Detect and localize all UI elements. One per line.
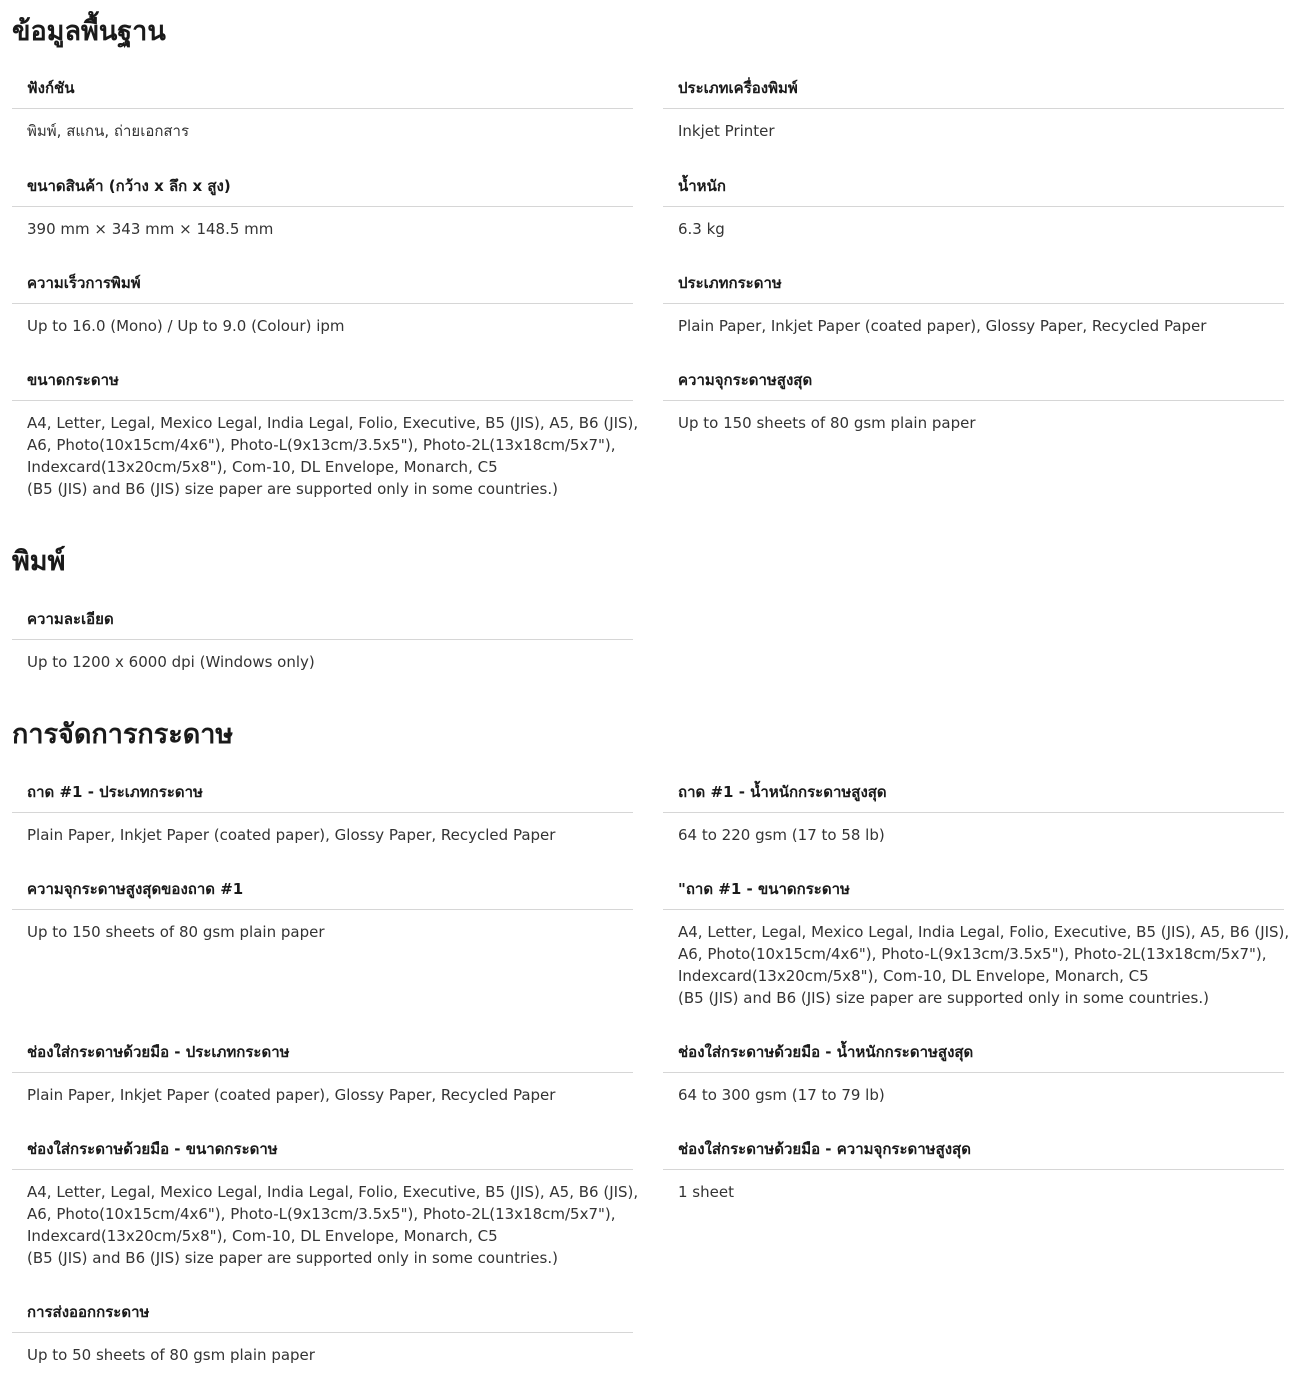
spec-value: Up to 1200 x 6000 dpi (Windows only) [27,653,315,671]
spec-label: น้ำหนัก [663,164,1284,207]
spec-tray1-paper-size [663,867,1290,1009]
spec-value: 64 to 300 gsm (17 to 79 lb) [678,1086,885,1104]
spec-tray1-paper-type [12,770,633,846]
spec-value: 1 sheet [678,1183,734,1201]
spec-label: ฟังก์ชัน [12,66,633,109]
spec-label: ประเภทกระดาษ [663,261,1284,304]
section-title-print: พิมพ์ [12,546,66,577]
spec-paper-output [12,1290,633,1366]
spec-value: 6.3 kg [678,220,725,238]
spec-label: "ถาด #1 - ขนาดกระดาษ [663,867,1284,910]
spec-value: 390 mm × 343 mm × 148.5 mm [27,220,274,238]
spec-weight [663,164,1284,240]
spec-value: A4, Letter, Legal, Mexico Legal, India Legal, Folio, Executive, B5 (JIS), A5, B6 (JIS), A6, Photo(10x15cm/4x6"), Photo-L(9x13cm/3.5x5"), Photo-2L(13x18cm/5x7"), Indexcard(13x20cm/5x8"), Com-10, DL Envelope, Monarch, C5 (B5 (JIS) and B6 (JIS) size paper are supported only in some countries.) [678,923,1290,1007]
spec-value: Up to 50 sheets of 80 gsm plain paper [27,1346,315,1364]
spec-value: พิมพ์, สแกน, ถ่ายเอกสาร [27,122,190,140]
spec-printer-type [663,66,1284,142]
spec-value: 64 to 220 gsm (17 to 58 lb) [678,826,885,844]
spec-value: A4, Letter, Legal, Mexico Legal, India Legal, Folio, Executive, B5 (JIS), A5, B6 (JIS), A6, Photo(10x15cm/4x6"), Photo-L(9x13cm/3.5x5"), Photo-2L(13x18cm/5x7"), Indexcard(13x20cm/5x8"), Com-10, DL Envelope, Monarch, C5 (B5 (JIS) and B6 (JIS) size paper are supported only in some countries.) [27,414,639,498]
spec-label: ขนาดกระดาษ [12,358,633,401]
spec-value: Plain Paper, Inkjet Paper (coated paper), Glossy Paper, Recycled Paper [678,317,1207,335]
spec-label: ความจุกระดาษสูงสุด [663,358,1284,401]
spec-label: ประเภทเครื่องพิมพ์ [663,66,1284,109]
spec-label: ช่องใส่กระดาษด้วยมือ - ขนาดกระดาษ [12,1127,633,1170]
section-title-basic: ข้อมูลพื้นฐาน [12,16,166,47]
spec-paper-size [12,358,639,500]
spec-value: Up to 150 sheets of 80 gsm plain paper [678,414,976,432]
spec-label: การส่งออกกระดาษ [12,1290,633,1333]
section-title-paper-handling: การจัดการกระดาษ [12,719,234,750]
spec-paper-type [663,261,1284,337]
spec-label: ขนาดสินค้า (กว้าง x ลึก x สูง) [12,164,633,207]
spec-function [12,66,633,142]
spec-value: Plain Paper, Inkjet Paper (coated paper), Glossy Paper, Recycled Paper [27,1086,556,1104]
spec-value: Inkjet Printer [678,122,775,140]
spec-label: ช่องใส่กระดาษด้วยมือ - น้ำหนักกระดาษสูงสุด [663,1030,1284,1073]
spec-label: ช่องใส่กระดาษด้วยมือ - ความจุกระดาษสูงสุด [663,1127,1284,1170]
spec-label: ช่องใส่กระดาษด้วยมือ - ประเภทกระดาษ [12,1030,633,1073]
spec-resolution [12,597,633,673]
spec-print-speed [12,261,633,337]
spec-manual-feed-max-weight [663,1030,1284,1106]
spec-manual-feed-paper-size [12,1127,639,1269]
spec-tray1-max-weight [663,770,1284,846]
spec-manual-feed-paper-type [12,1030,633,1106]
spec-value: A4, Letter, Legal, Mexico Legal, India Legal, Folio, Executive, B5 (JIS), A5, B6 (JIS), A6, Photo(10x15cm/4x6"), Photo-L(9x13cm/3.5x5"), Photo-2L(13x18cm/5x7"), Indexcard(13x20cm/5x8"), Com-10, DL Envelope, Monarch, C5 (B5 (JIS) and B6 (JIS) size paper are supported only in some countries.) [27,1183,639,1267]
spec-label: ความจุกระดาษสูงสุดของถาด #1 [12,867,633,910]
spec-tray1-capacity [12,867,633,943]
spec-max-paper-capacity [663,358,1284,434]
spec-value: Up to 16.0 (Mono) / Up to 9.0 (Colour) ipm [27,317,345,335]
spec-dimensions [12,164,633,240]
spec-label: ความเร็วการพิมพ์ [12,261,633,304]
spec-label: ถาด #1 - ประเภทกระดาษ [12,770,633,813]
spec-label: ความละเอียด [12,597,633,640]
spec-label: ถาด #1 - น้ำหนักกระดาษสูงสุด [663,770,1284,813]
spec-value: Plain Paper, Inkjet Paper (coated paper), Glossy Paper, Recycled Paper [27,826,556,844]
spec-manual-feed-capacity [663,1127,1284,1203]
spec-value: Up to 150 sheets of 80 gsm plain paper [27,923,325,941]
